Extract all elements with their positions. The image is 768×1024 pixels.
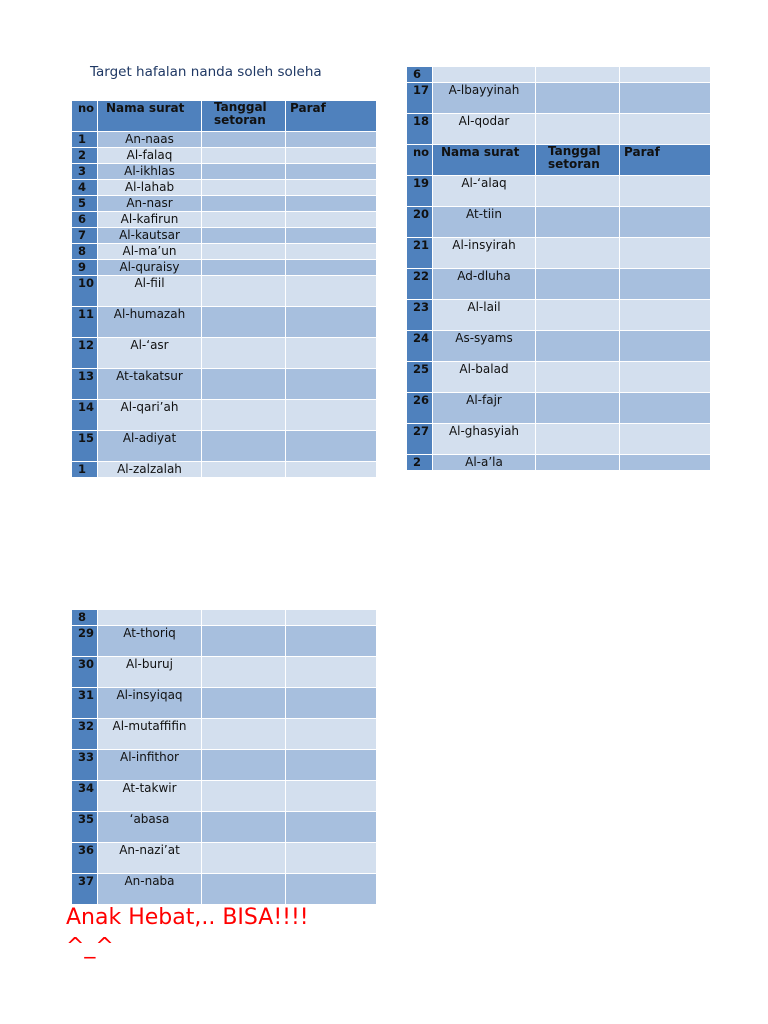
- row-number: 27: [407, 424, 433, 455]
- table-row: [72, 148, 377, 164]
- tanggal-cell: [536, 207, 620, 238]
- tanggal-cell: [536, 300, 620, 331]
- paraf-cell: [286, 843, 377, 874]
- surah-name: Al-qari’ah: [98, 400, 202, 431]
- surah-name: Al-lahab: [98, 180, 202, 196]
- motivation-text: [66, 903, 309, 961]
- surah-name: Al-insyirah: [433, 238, 536, 269]
- paraf-cell: [286, 781, 377, 812]
- table-row: [407, 176, 711, 207]
- table-row: [407, 83, 711, 114]
- tanggal-cell: [202, 400, 286, 431]
- tanggal-cell: [202, 244, 286, 260]
- row-number: 34: [72, 781, 98, 812]
- surah-name: At-tiin: [433, 207, 536, 238]
- surah-name: Al-fajr: [433, 393, 536, 424]
- tanggal-cell: [202, 719, 286, 750]
- table-row: [407, 424, 711, 455]
- tanggal-cell: [536, 114, 620, 145]
- paraf-cell: [286, 812, 377, 843]
- surah-name: Al-ikhlas: [98, 164, 202, 180]
- table-row: [72, 781, 377, 812]
- tanggal-cell: [202, 307, 286, 338]
- surah-name: Al-‘asr: [98, 338, 202, 369]
- paraf-cell: [286, 260, 377, 276]
- surah-name: Al-kafirun: [98, 212, 202, 228]
- tanggal-cell: [202, 196, 286, 212]
- row-number: 4: [72, 180, 98, 196]
- paraf-cell: [620, 83, 711, 114]
- row-number: 10: [72, 276, 98, 307]
- row-number: 20: [407, 207, 433, 238]
- table-row: [407, 455, 711, 471]
- tanggal-cell: [202, 610, 286, 626]
- surah-name: At-takwir: [98, 781, 202, 812]
- paraf-cell: [286, 244, 377, 260]
- row-number: 31: [72, 688, 98, 719]
- header-tanggal-setoran: Tanggal setoran: [536, 145, 620, 176]
- table-row: [407, 331, 711, 362]
- paraf-cell: [620, 67, 711, 83]
- row-number: 17: [407, 83, 433, 114]
- tanggal-cell: [536, 362, 620, 393]
- table-row: [72, 132, 377, 148]
- row-number: 7: [72, 228, 98, 244]
- paraf-cell: [286, 307, 377, 338]
- surah-name: An-naas: [98, 132, 202, 148]
- surah-name: Al-a’la: [433, 455, 536, 471]
- table-row: [72, 212, 377, 228]
- paraf-cell: [286, 164, 377, 180]
- tanggal-cell: [536, 67, 620, 83]
- row-number: 15: [72, 431, 98, 462]
- row-number: 35: [72, 812, 98, 843]
- tanggal-cell: [202, 781, 286, 812]
- surah-name: Al-mutaffifin: [98, 719, 202, 750]
- table-row: [72, 196, 377, 212]
- paraf-cell: [286, 369, 377, 400]
- table-row: [72, 164, 377, 180]
- paraf-cell: [286, 196, 377, 212]
- row-number: 19: [407, 176, 433, 207]
- row-number: 2: [72, 148, 98, 164]
- surah-table-2: [406, 66, 711, 471]
- tanggal-cell: [202, 369, 286, 400]
- table-row: [72, 244, 377, 260]
- tanggal-cell: [202, 657, 286, 688]
- paraf-cell: [286, 431, 377, 462]
- paraf-cell: [620, 362, 711, 393]
- tanggal-cell: [202, 431, 286, 462]
- row-number: 23: [407, 300, 433, 331]
- tanggal-cell: [536, 83, 620, 114]
- table-row: [407, 300, 711, 331]
- paraf-cell: [620, 207, 711, 238]
- surah-name: Al-falaq: [98, 148, 202, 164]
- tanggal-cell: [202, 843, 286, 874]
- document-title: Target hafalan nanda soleh soleha: [90, 64, 322, 80]
- row-number: 25: [407, 362, 433, 393]
- tanggal-cell: [202, 874, 286, 905]
- tanggal-cell: [202, 260, 286, 276]
- surah-name: An-naba: [98, 874, 202, 905]
- surah-name: Ad-dluha: [433, 269, 536, 300]
- row-number: 30: [72, 657, 98, 688]
- paraf-cell: [286, 719, 377, 750]
- table-row: [407, 238, 711, 269]
- table-row: [72, 431, 377, 462]
- table-row: [72, 657, 377, 688]
- surah-name: At-thoriq: [98, 626, 202, 657]
- paraf-cell: [286, 228, 377, 244]
- surah-table-3: [71, 609, 377, 905]
- surah-name: Al-ghasyiah: [433, 424, 536, 455]
- row-number: 8: [72, 610, 98, 626]
- table-row: [72, 688, 377, 719]
- smiley-line: ^_^: [66, 934, 114, 959]
- table-row: [407, 269, 711, 300]
- table-row: [72, 719, 377, 750]
- motivation-line-1: Anak Hebat,.. BISA!!!!: [66, 905, 309, 930]
- table-row: [72, 180, 377, 196]
- tanggal-cell: [202, 750, 286, 781]
- tanggal-cell: [536, 424, 620, 455]
- paraf-cell: [620, 114, 711, 145]
- row-number: 1: [72, 462, 98, 478]
- tanggal-cell: [202, 180, 286, 196]
- paraf-cell: [286, 212, 377, 228]
- tanggal-cell: [202, 228, 286, 244]
- paraf-cell: [286, 180, 377, 196]
- paraf-cell: [620, 393, 711, 424]
- surah-name: Al-zalzalah: [98, 462, 202, 478]
- tanggal-cell: [202, 164, 286, 180]
- surah-table-1: [71, 100, 377, 478]
- paraf-cell: [286, 276, 377, 307]
- table-row: [72, 228, 377, 244]
- row-number: 11: [72, 307, 98, 338]
- tanggal-cell: [536, 455, 620, 471]
- paraf-cell: [620, 238, 711, 269]
- paraf-cell: [286, 132, 377, 148]
- table-row: [72, 874, 377, 905]
- table-row: [72, 843, 377, 874]
- row-number: 2: [407, 455, 433, 471]
- row-number: 18: [407, 114, 433, 145]
- row-number: 36: [72, 843, 98, 874]
- surah-name: Al-qodar: [433, 114, 536, 145]
- surah-name: [433, 67, 536, 83]
- row-number: 6: [72, 212, 98, 228]
- header-no: no: [72, 101, 98, 132]
- paraf-cell: [620, 300, 711, 331]
- tanggal-cell: [536, 176, 620, 207]
- table-row: [72, 812, 377, 843]
- surah-name: At-takatsur: [98, 369, 202, 400]
- table-row: [407, 393, 711, 424]
- table-row: [407, 114, 711, 145]
- row-number: 33: [72, 750, 98, 781]
- tanggal-cell: [202, 462, 286, 478]
- row-number: 14: [72, 400, 98, 431]
- row-number: 37: [72, 874, 98, 905]
- surah-name: Al-quraisy: [98, 260, 202, 276]
- tanggal-cell: [202, 812, 286, 843]
- surah-name: Al-insyiqaq: [98, 688, 202, 719]
- paraf-cell: [286, 400, 377, 431]
- table-header-row: [72, 101, 377, 132]
- surah-name: An-nazi’at: [98, 843, 202, 874]
- surah-name: A-lbayyinah: [433, 83, 536, 114]
- table-row: [72, 400, 377, 431]
- paraf-cell: [286, 874, 377, 905]
- surah-name: Al-infithor: [98, 750, 202, 781]
- surah-name: [98, 610, 202, 626]
- surah-name: Al-‘alaq: [433, 176, 536, 207]
- table-row: [407, 207, 711, 238]
- header-tanggal-setoran: Tanggal setoran: [202, 101, 286, 132]
- surah-name: As-syams: [433, 331, 536, 362]
- tanggal-cell: [536, 269, 620, 300]
- paraf-cell: [620, 331, 711, 362]
- row-number: 26: [407, 393, 433, 424]
- paraf-cell: [286, 750, 377, 781]
- surah-name: Al-adiyat: [98, 431, 202, 462]
- tanggal-cell: [202, 132, 286, 148]
- tanggal-cell: [202, 212, 286, 228]
- paraf-cell: [620, 269, 711, 300]
- table-row: [72, 307, 377, 338]
- paraf-cell: [620, 424, 711, 455]
- row-number: 22: [407, 269, 433, 300]
- paraf-cell: [286, 338, 377, 369]
- row-number: 32: [72, 719, 98, 750]
- table-row: [72, 626, 377, 657]
- table-row: [72, 276, 377, 307]
- row-number: 9: [72, 260, 98, 276]
- tanggal-cell: [536, 331, 620, 362]
- surah-name: Al-humazah: [98, 307, 202, 338]
- paraf-cell: [286, 688, 377, 719]
- row-number: 3: [72, 164, 98, 180]
- surah-name: Al-balad: [433, 362, 536, 393]
- surah-name: Al-kautsar: [98, 228, 202, 244]
- tanggal-cell: [202, 276, 286, 307]
- surah-name: Al-fiil: [98, 276, 202, 307]
- table-row: [407, 67, 711, 83]
- row-number: 8: [72, 244, 98, 260]
- paraf-cell: [620, 176, 711, 207]
- paraf-cell: [286, 462, 377, 478]
- paraf-cell: [286, 657, 377, 688]
- paraf-cell: [286, 148, 377, 164]
- row-number: 12: [72, 338, 98, 369]
- table-row: [72, 750, 377, 781]
- paraf-cell: [620, 455, 711, 471]
- row-number: 13: [72, 369, 98, 400]
- tanggal-cell: [536, 238, 620, 269]
- table-row: [72, 338, 377, 369]
- tanggal-cell: [202, 338, 286, 369]
- row-number: 21: [407, 238, 433, 269]
- surah-name: An-nasr: [98, 196, 202, 212]
- surah-name: Al-lail: [433, 300, 536, 331]
- paraf-cell: [286, 610, 377, 626]
- surah-name: Al-ma’un: [98, 244, 202, 260]
- row-number: 29: [72, 626, 98, 657]
- surah-name: Al-buruj: [98, 657, 202, 688]
- table-row: [72, 610, 377, 626]
- header-paraf: Paraf: [620, 145, 711, 176]
- table-header-row: [407, 145, 711, 176]
- table-row: [407, 362, 711, 393]
- header-nama-surat: Nama surat: [98, 101, 202, 132]
- tanggal-cell: [536, 393, 620, 424]
- row-number: 1: [72, 132, 98, 148]
- row-number: 24: [407, 331, 433, 362]
- table-row: [72, 462, 377, 478]
- header-nama-surat: Nama surat: [433, 145, 536, 176]
- surah-name: ‘abasa: [98, 812, 202, 843]
- header-paraf: Paraf: [286, 101, 377, 132]
- tanggal-cell: [202, 626, 286, 657]
- row-number: 6: [407, 67, 433, 83]
- table-row: [72, 260, 377, 276]
- header-no: no: [407, 145, 433, 176]
- row-number: 5: [72, 196, 98, 212]
- table-row: [72, 369, 377, 400]
- tanggal-cell: [202, 148, 286, 164]
- tanggal-cell: [202, 688, 286, 719]
- paraf-cell: [286, 626, 377, 657]
